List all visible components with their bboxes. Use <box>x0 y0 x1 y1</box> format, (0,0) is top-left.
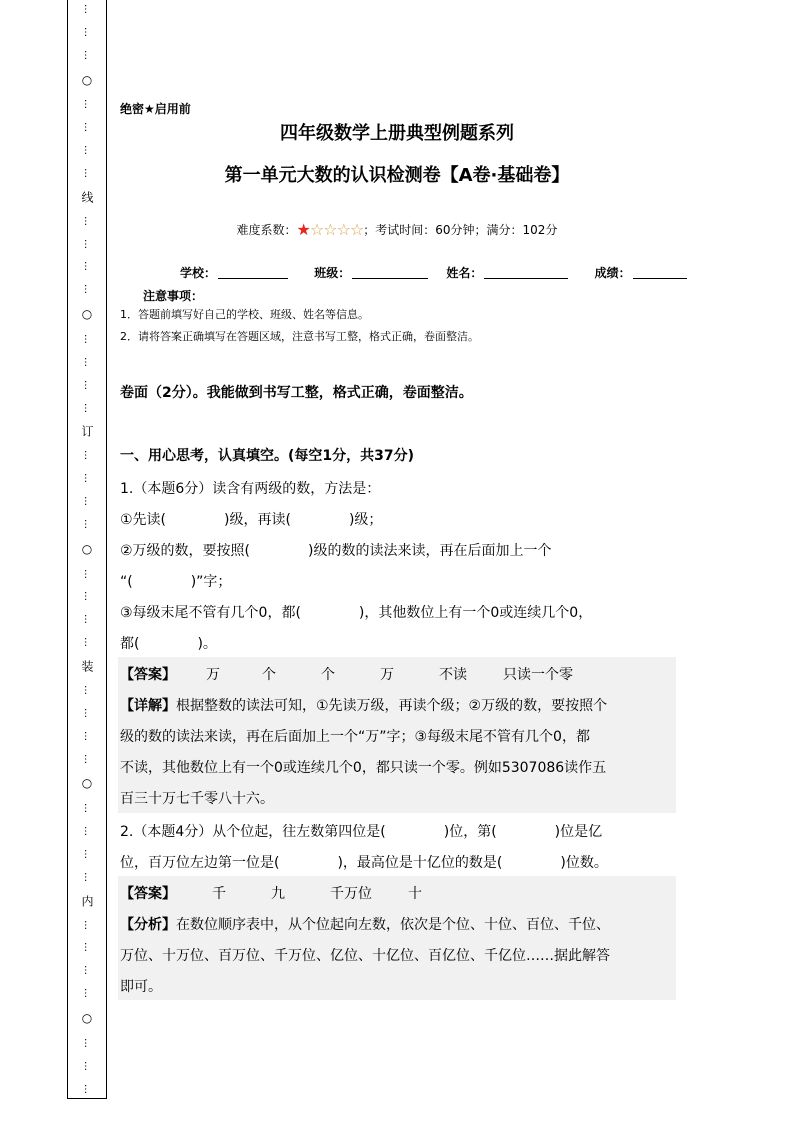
binding-dots: … <box>82 591 93 602</box>
binding-margin <box>67 0 107 1099</box>
binding-marks <box>68 0 106 1098</box>
analysis-2-line-1: 【分析】在数位顺序表中，从个位起向左数，依次是个位、十位、百位、千位、 <box>120 917 610 933</box>
binding-dots: … <box>82 518 93 529</box>
star-filled-icon: ★ <box>296 220 310 239</box>
answer-2-line: 【答案】 千 九 千万位 十 <box>120 886 422 902</box>
q1-line-1: ①先读( )级，再读( )级； <box>120 512 383 528</box>
binding-dots: … <box>82 145 93 156</box>
binding-dots: … <box>82 379 93 390</box>
binding-dots: … <box>82 261 93 272</box>
exam-time-and-score: ；考试时间：60分钟；满分：102分 <box>363 223 558 237</box>
star-empty-icon: ☆ <box>336 220 350 239</box>
binding-dots: … <box>82 942 93 953</box>
binding-circle: ○ <box>80 307 94 322</box>
binding-label: 装 <box>80 660 94 673</box>
class-field: 班级： <box>314 264 428 281</box>
binding-dots: … <box>82 168 93 179</box>
binding-circle: ○ <box>80 776 94 791</box>
binding-dots: … <box>82 284 93 295</box>
binding-dots: … <box>82 49 93 60</box>
binding-dots: … <box>82 826 93 837</box>
q1-stem: 1.（本题6分）读含有两级的数，方法是： <box>120 481 381 497</box>
analysis-2-line-3: 即可。 <box>120 979 162 995</box>
detail-1-line-3: 不读，其他数位上有一个0或连续几个0，都只读一个零。例如5307086读作五 <box>120 760 607 776</box>
q1-line-3: “( )”字； <box>120 574 232 590</box>
binding-dots: … <box>82 753 93 764</box>
star-empty-icon: ☆ <box>323 220 337 239</box>
school-field: 学校： <box>180 264 288 281</box>
q1-line-4: ③每级末尾不管有几个0，都( )，其他数位上有一个0或连续几个0， <box>120 605 593 621</box>
page-title: 四年级数学上册典型例题系列 <box>280 123 514 144</box>
detail-1-line-4: 百三十万七千零八十六。 <box>120 791 274 807</box>
q1-line-2: ②万级的数，要按照( )级的数的读法来读，再在后面加上一个 <box>120 543 552 559</box>
notice-item-1: 1．答题前填写好自己的学校、班级、姓名等信息。 <box>120 308 369 321</box>
binding-dots: … <box>82 402 93 413</box>
school-blank[interactable] <box>218 266 288 279</box>
notice-heading: 注意事项： <box>143 289 204 303</box>
binding-dots: … <box>82 122 93 133</box>
binding-circle: ○ <box>80 1010 94 1025</box>
q1-line-5: 都( )。 <box>120 636 217 652</box>
student-info-row <box>180 264 699 281</box>
binding-dots: … <box>82 238 93 249</box>
star-empty-icon: ☆ <box>349 220 364 239</box>
class-blank[interactable] <box>352 266 428 279</box>
difficulty-label: 难度系数： <box>236 223 297 237</box>
binding-dots: … <box>82 334 93 345</box>
notice-item-2: 2．请将答案正确填写在答题区域，注意书写工整，格式正确，卷面整洁。 <box>120 330 479 343</box>
q2-line-1: 2.（本题4分）从个位起，往左数第四位是( )位，第( )位是亿 <box>120 824 603 840</box>
binding-dots: … <box>82 450 93 461</box>
binding-label: 线 <box>80 190 94 203</box>
score-blank[interactable] <box>633 266 687 279</box>
binding-dots: … <box>82 568 93 579</box>
binding-label: 订 <box>80 425 94 438</box>
binding-dots: … <box>82 848 93 859</box>
section-heading-1: 一、用心思考，认真填空。(每空1分，共37分) <box>120 448 415 464</box>
binding-dots: … <box>82 637 93 648</box>
binding-dots: … <box>82 473 93 484</box>
binding-dots: … <box>82 871 93 882</box>
name-blank[interactable] <box>484 266 568 279</box>
binding-dots: … <box>82 730 93 741</box>
binding-dots: … <box>82 803 93 814</box>
secret-label: 绝密★启用前 <box>120 102 191 116</box>
binding-circle: ○ <box>80 541 94 556</box>
binding-dots: … <box>82 614 93 625</box>
exam-meta <box>118 221 676 238</box>
binding-dots: … <box>82 4 93 14</box>
q2-line-2: 位，百万位左边第一位是( )，最高位是十亿位的数是( )位数。 <box>120 855 608 871</box>
binding-dots: … <box>82 1037 93 1048</box>
difficulty-stars <box>296 220 364 239</box>
binding-dots: … <box>82 1083 93 1094</box>
page-subtitle: 第一单元大数的认识检测卷【A卷·基础卷】 <box>224 165 570 186</box>
star-empty-icon: ☆ <box>309 220 324 239</box>
binding-dots: … <box>82 965 93 976</box>
binding-circle: ○ <box>80 72 94 87</box>
neatness-note: 卷面（2分）。我能做到书写工整，格式正确，卷面整洁。 <box>120 385 473 401</box>
binding-dots: … <box>82 99 93 110</box>
score-field: 成绩： <box>595 264 687 281</box>
binding-dots: … <box>82 684 93 695</box>
binding-dots: … <box>82 919 93 930</box>
binding-dots: … <box>82 988 93 999</box>
answer-1-line: 【答案】 万 个 个 万 不读 只读一个零 <box>120 667 573 683</box>
binding-dots: … <box>82 496 93 507</box>
binding-dots: … <box>82 707 93 718</box>
binding-dots: … <box>82 356 93 367</box>
analysis-2-line-2: 万位、十万位、百万位、千万位、亿位、十亿位、百亿位、千亿位……据此解答 <box>120 948 610 964</box>
binding-label: 内 <box>80 894 94 907</box>
detail-1-line-2: 级的数的读法来读，再在后面加上一个“万”字；③每级末尾不管有几个0，都 <box>120 729 590 745</box>
detail-1-line-1: 【详解】根据整数的读法可知，①先读万级，再读个级；②万级的数，要按照个 <box>120 698 608 714</box>
name-field: 姓名： <box>446 264 568 281</box>
binding-dots: … <box>82 215 93 226</box>
binding-dots: … <box>82 1060 93 1071</box>
binding-dots: … <box>82 26 93 37</box>
